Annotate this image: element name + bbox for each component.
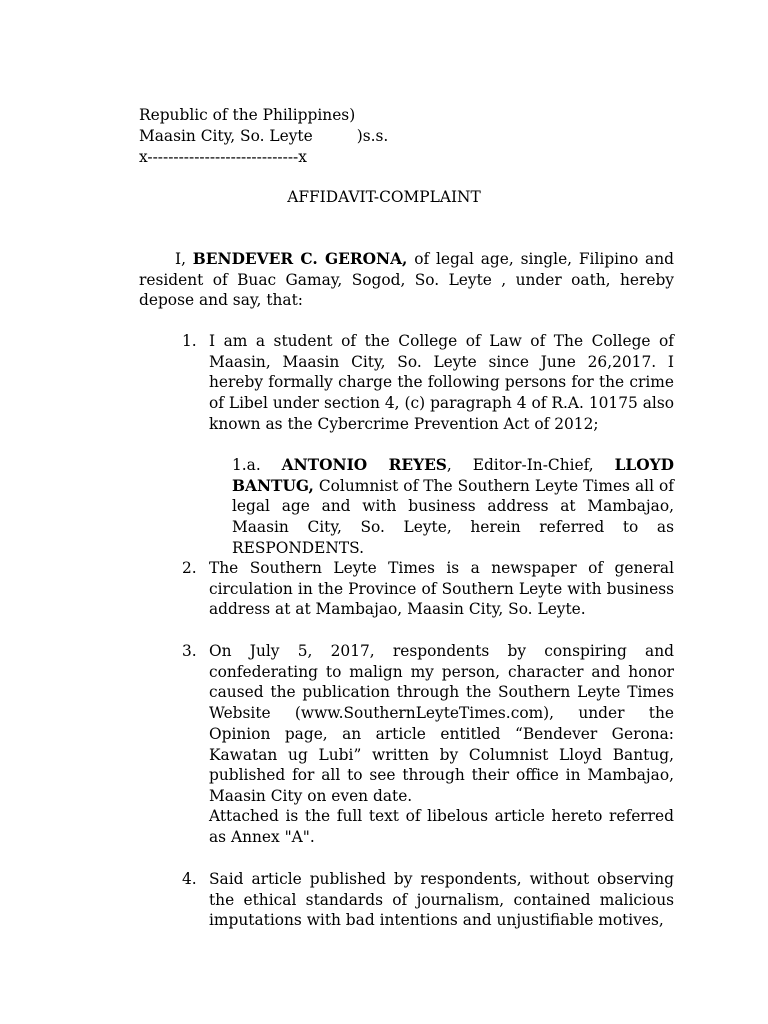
respondent-name-2: LLOYD BANTUG, xyxy=(232,456,674,495)
numbered-paragraph-1 xyxy=(182,331,674,435)
venue-line-country: Republic of the Philippines) xyxy=(139,106,356,124)
paragraph-number: 2. xyxy=(182,559,197,577)
intro-rest: of legal age, single, Filipino and resident of Buac Gamay, Sogod, So. Leyte , under oath, hereby depose and say, that: xyxy=(139,250,674,310)
annex-note: Attached is the full text of libelous article hereto referred as Annex "A". xyxy=(209,807,674,846)
respondents-sub-paragraph xyxy=(232,455,674,559)
sub-item-middle: , Editor-In-Chief, xyxy=(446,456,615,474)
sub-item-label: 1.a. xyxy=(232,456,282,474)
paragraph-text: The Southern Leyte Times is a newspaper of general circulation in the Province of Southern Leyte with business address at at Mambajao, Maasin City, So. Leyte. xyxy=(209,559,674,619)
numbered-paragraph-4 xyxy=(182,869,674,931)
paragraph-text: Said article published by respondents, without observing the ethical standards of journalism, contained malicious imputations with bad intentions and unjustifiable motives, xyxy=(209,870,674,930)
document-title: AFFIDAVIT-COMPLAINT xyxy=(287,188,481,206)
sub-item-rest: Columnist of The Southern Leyte Times all of legal age and with business address at Mambajao, Maasin City, So. Leyte, herein referred to as RESPONDENTS. xyxy=(232,476,674,557)
paragraph-text: On July 5, 2017, respondents by conspiring and confederating to malign my person, character and honor caused the publication through the Southern Leyte Times Website (www.SouthernLeyteTimes.com), under the Opinion page, an article entitled “Bendever Gerona: Kawatan ug Lubi” written by Columnist Lloyd Bantug, published for all to see through their office in Mambajao, Maasin City on even date. xyxy=(209,642,674,805)
paragraph-number: 3. xyxy=(182,642,197,660)
numbered-paragraph-3 xyxy=(182,641,674,807)
respondent-name-1: ANTONIO REYES xyxy=(281,456,447,474)
paragraph-number: 4. xyxy=(182,870,197,888)
paragraph-text: I am a student of the College of Law of The College of Maasin, Maasin City, So. Leyte since June 26,2017. I hereby formally charge the following persons for the crime of Libel under section 4, (c) paragraph 4 of R.A. 10175 also known as the Cybercrime Prevention Act of 2012; xyxy=(209,332,674,433)
venue-block xyxy=(139,105,388,168)
affiant-name: BENDEVER C. GERONA, xyxy=(192,250,408,268)
venue-line-city: Maasin City, So. Leyte )s.s. xyxy=(139,127,389,145)
paragraph-number: 1. xyxy=(182,332,197,350)
numbered-paragraph-2 xyxy=(182,558,674,620)
venue-separator: x-----------------------------x xyxy=(139,148,307,166)
intro-lead: I, xyxy=(175,250,193,268)
intro-paragraph xyxy=(139,249,674,311)
